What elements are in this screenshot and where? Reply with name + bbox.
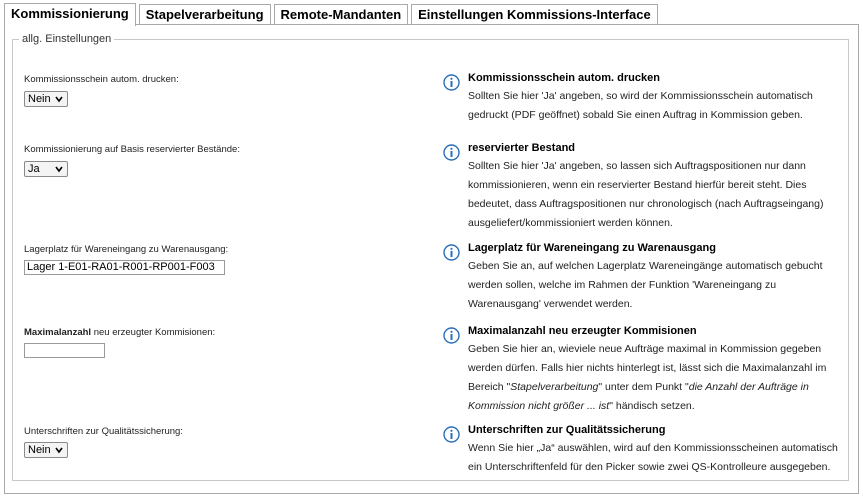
info-icon — [443, 244, 460, 261]
chevron-down-icon — [55, 95, 63, 103]
qa-signatures-info-title: Unterschriften zur Qualitätssicherung — [468, 424, 666, 436]
max-commissions-info-text-2: " unter dem Punkt " — [598, 381, 689, 393]
qa-signatures-select[interactable] — [24, 442, 68, 458]
max-commissions-info-text-3: " händisch setzen. — [609, 400, 695, 412]
storage-location-input[interactable]: Lager 1-E01-RA01-R001-RP001-F003 — [24, 260, 225, 275]
auto-print-info-title: Kommissionsschein autom. drucken — [468, 72, 660, 84]
info-icon — [443, 144, 460, 161]
tab-remote-mandanten[interactable]: Remote-Mandanten — [274, 4, 409, 25]
max-commissions-label — [24, 327, 215, 338]
info-icon — [443, 74, 460, 91]
reserved-stock-label: Kommissionierung auf Basis reservierter Bestände: — [24, 144, 240, 155]
tab-stapelverarbeitung[interactable]: Stapelverarbeitung — [139, 4, 271, 25]
max-commissions-info-title: Maximalanzahl neu erzeugter Kommisionen — [468, 325, 697, 337]
tab-bar — [4, 3, 661, 25]
reserved-stock-info-text: Sollten Sie hier 'Ja' angeben, so lassen sich Auftragspositionen nur dann kommissionieren, wenn ein reservierter Bestand hierfür bereit steht. Dies bedeutet, dass Auftragspositionen nur chronologisch (nach Auftragseingang) ausgeliefert/kommissioniert werden können. — [468, 160, 824, 229]
chevron-down-icon — [55, 446, 63, 454]
storage-location-label: Lagerplatz für Wareneingang zu Warenausgang: — [24, 244, 229, 255]
chevron-down-icon — [55, 165, 63, 173]
auto-print-value: Nein — [28, 93, 51, 105]
info-icon — [443, 327, 460, 344]
reserved-stock-value: Ja — [28, 163, 40, 175]
max-commissions-info-text — [468, 340, 848, 416]
max-commissions-info-em-2: die Anzahl der Aufträge in Kommission nicht größer ... ist — [468, 381, 809, 412]
max-commissions-info-em-1: Stapelverarbeitung — [510, 381, 599, 393]
max-commissions-label-rest: neu erzeugter Kommisionen: — [91, 327, 216, 338]
general-settings-fieldset — [12, 33, 849, 481]
reserved-stock-select[interactable] — [24, 161, 68, 177]
reserved-stock-info-title: reservierter Bestand — [468, 142, 576, 154]
max-commissions-info-text-1: Geben Sie hier an, wieviele neue Aufträge maximal in Kommission gegeben werden dürfen. Falls hier nichts hinterlegt ist, lässt sich die Maximalanzahl im Bereich " — [468, 343, 827, 393]
tab-kommissionierung[interactable]: Kommissionierung — [4, 3, 136, 26]
max-commissions-input[interactable] — [24, 343, 105, 358]
storage-location-info-text: Geben Sie an, auf welchen Lagerplatz Wareneingänge automatisch gebucht werden sollen, welche im Rahmen der Funktion 'Wareneingang zu Warenausgang' verwendet werden. — [468, 260, 823, 310]
storage-location-info-title: Lagerplatz für Wareneingang zu Warenausgang — [468, 242, 716, 254]
auto-print-label: Kommissionsschein autom. drucken: — [24, 74, 179, 85]
tab-einstellungen-kommissions-interface[interactable]: Einstellungen Kommissions-Interface — [411, 4, 658, 25]
fieldset-legend: allg. Einstellungen — [22, 33, 112, 45]
qa-signatures-info-text: Wenn Sie hier „Ja“ auswählen, wird auf den Kommissionsscheinen automatisch ein Unterschriftenfeld für den Picker sowie zwei QS-Kontrolleure ausgegeben. — [468, 442, 838, 473]
max-commissions-label-bold: Maximalanzahl — [24, 327, 92, 338]
auto-print-select[interactable] — [24, 91, 68, 107]
tab-panel — [4, 24, 859, 494]
qa-signatures-value: Nein — [28, 444, 51, 456]
info-icon — [443, 426, 460, 443]
qa-signatures-label: Unterschriften zur Qualitätssicherung: — [24, 426, 183, 437]
auto-print-info-text: Sollten Sie hier 'Ja' angeben, so wird der Kommissionsschein automatisch gedruckt (PDF geöffnet) sobald Sie einen Auftrag in Kommission geben. — [468, 90, 813, 121]
